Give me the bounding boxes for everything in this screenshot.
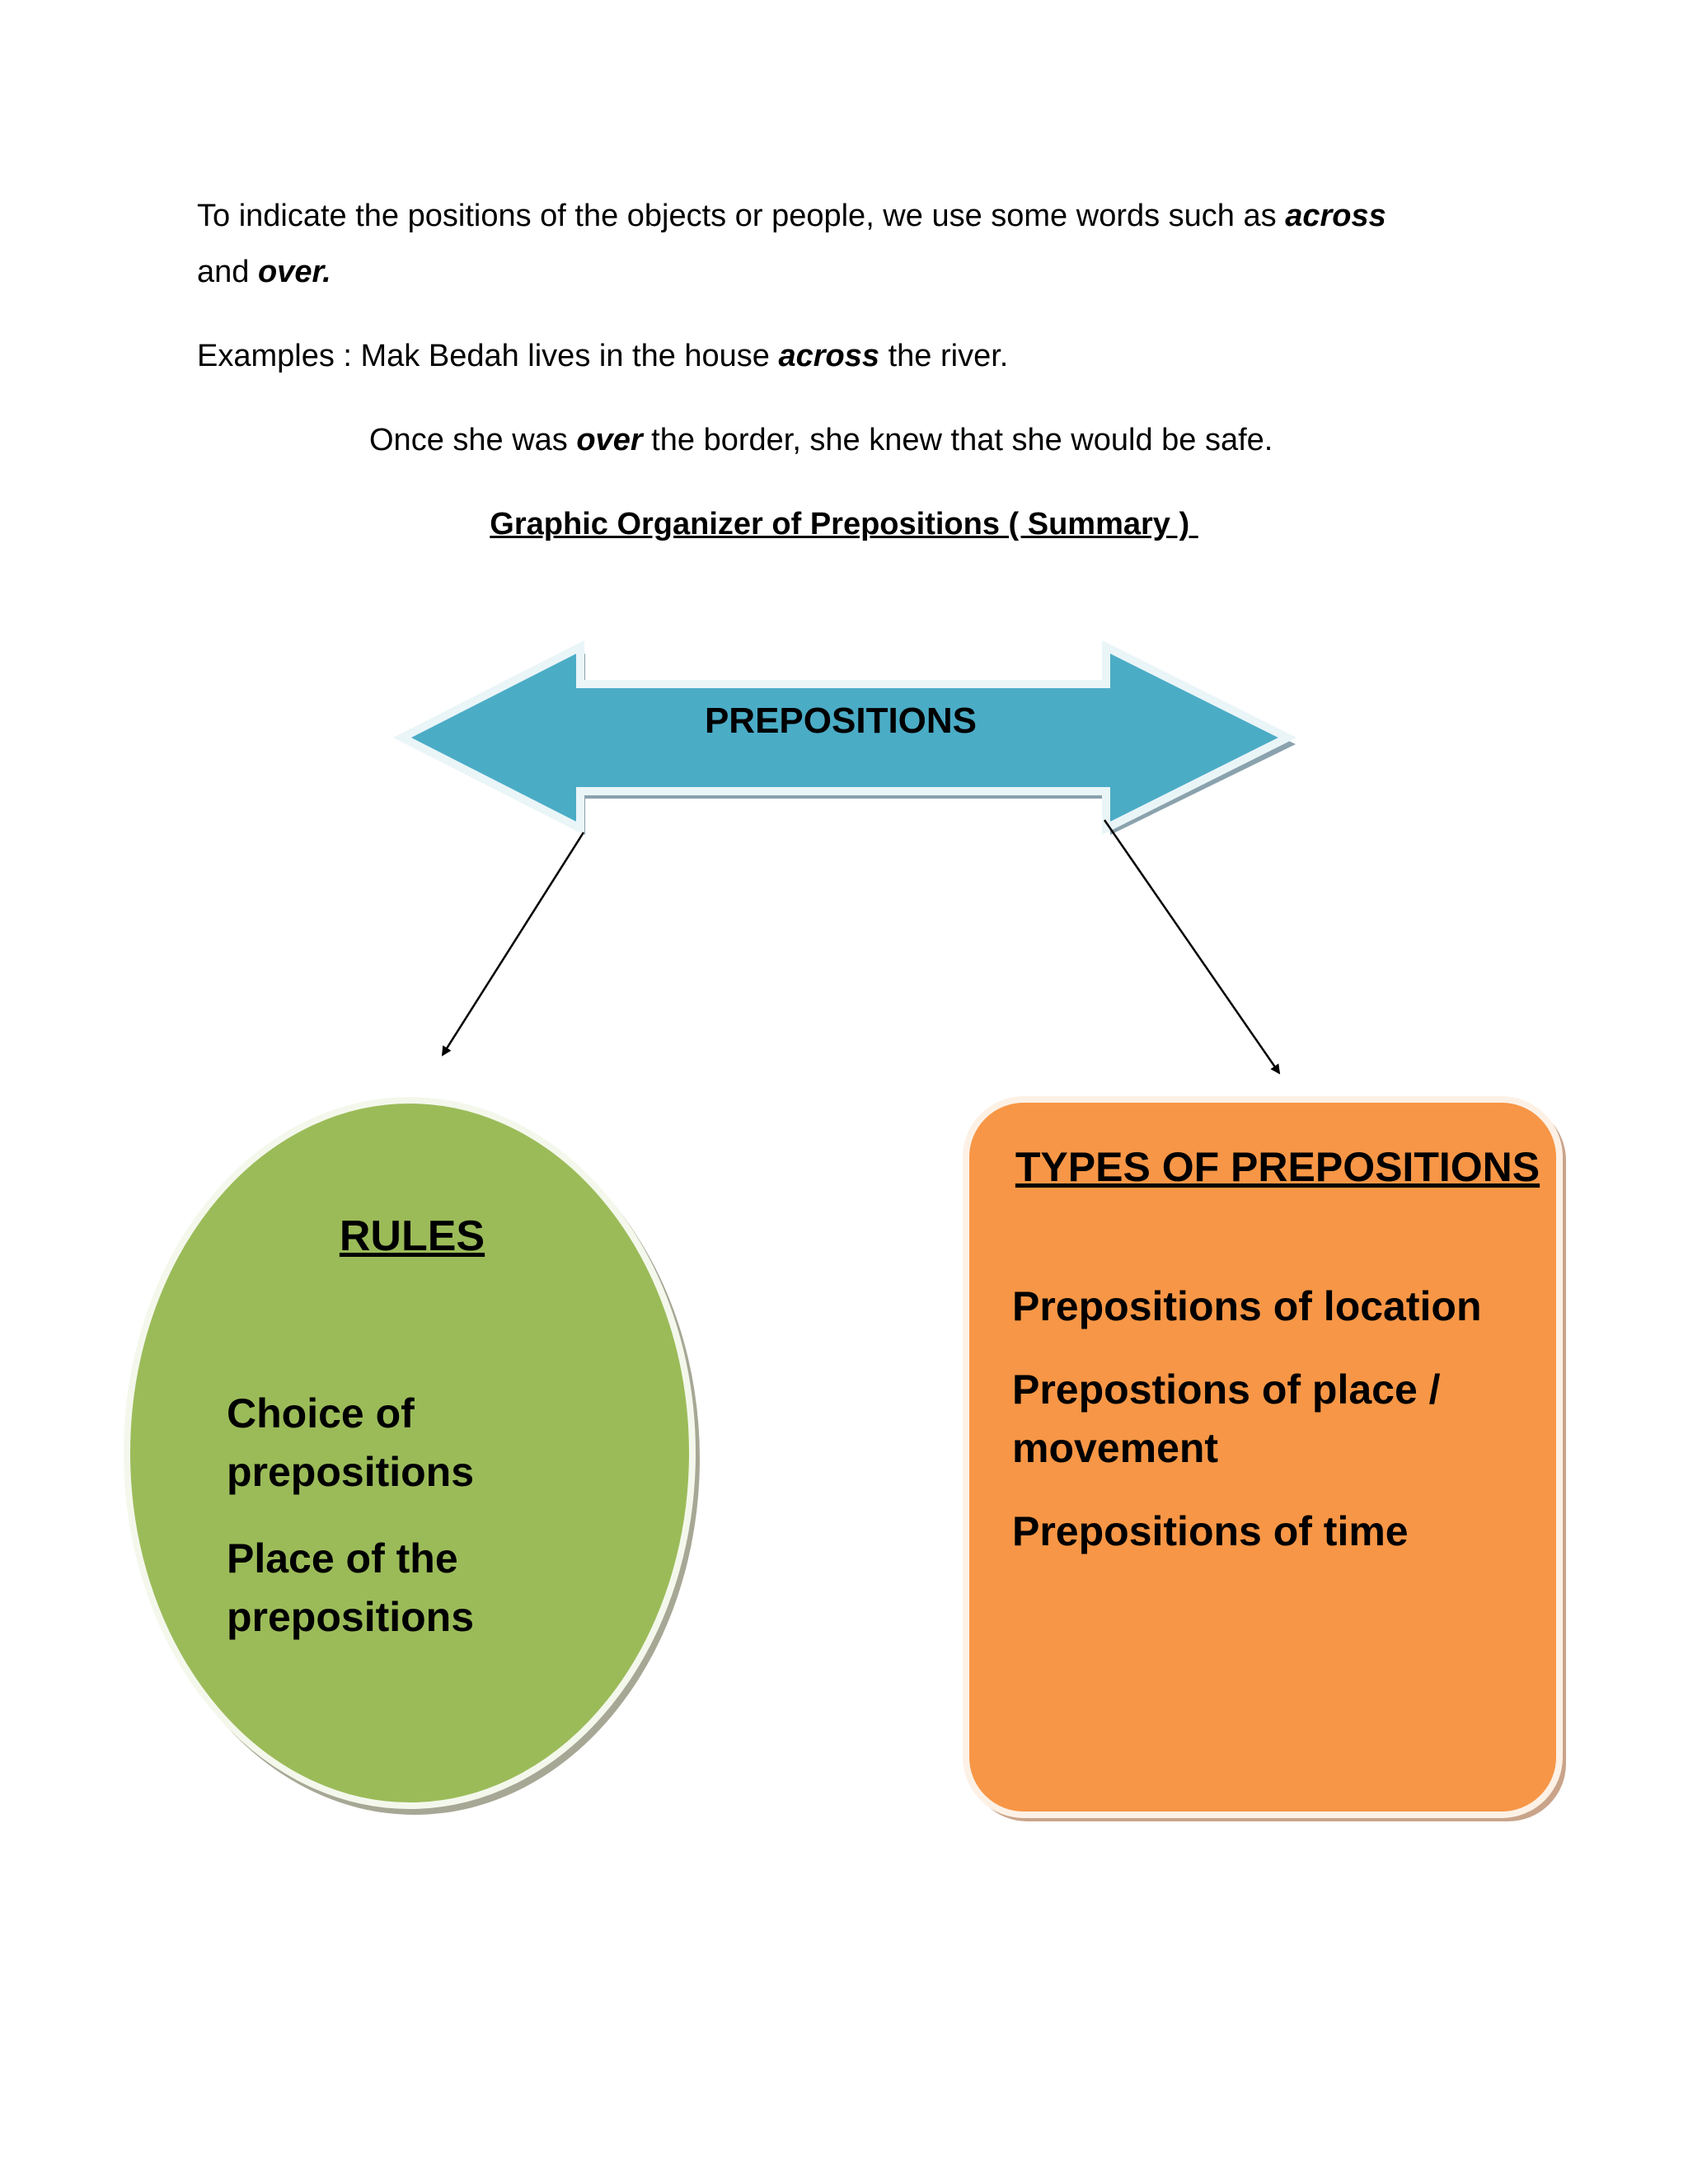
types-item: Prepositions of location — [1012, 1283, 1482, 1329]
rules-item: Place of the prepositions — [227, 1535, 475, 1640]
intro-text-2: and — [197, 255, 258, 289]
example-2-end: the border, she knew that she would be safe. — [642, 423, 1273, 457]
prepositions-label: PREPOSITIONS — [704, 701, 978, 741]
connector-arrow-right — [1104, 820, 1279, 1073]
organizer-heading: Graphic Organizer of Prepositions ( Summary ) — [490, 507, 1198, 541]
types-title: TYPES OF PREPOSITIONS — [1015, 1144, 1540, 1190]
types-item: Prepostions of place / movement — [1012, 1366, 1441, 1471]
example-2-emphasis: over — [576, 423, 643, 457]
intro-text: To indicate the positions of the objects or people, we use some words such as — [197, 199, 1286, 233]
emphasis-across: across — [1285, 199, 1386, 233]
example-2-text: Once she was — [369, 423, 577, 457]
example-1-text: Examples : Mak Bedah lives in the house — [197, 339, 779, 373]
rules-title: RULES — [339, 1212, 485, 1260]
types-item: Prepositions of time — [1012, 1508, 1409, 1554]
connector-arrow-left — [443, 832, 584, 1055]
types-list — [1012, 1277, 1573, 1586]
example-1-emphasis: across — [778, 339, 880, 373]
example-1-end: the river. — [879, 339, 1009, 373]
rules-item: Choice of prepositions — [227, 1390, 475, 1495]
rules-list — [227, 1385, 655, 1675]
emphasis-over: over. — [257, 255, 331, 289]
